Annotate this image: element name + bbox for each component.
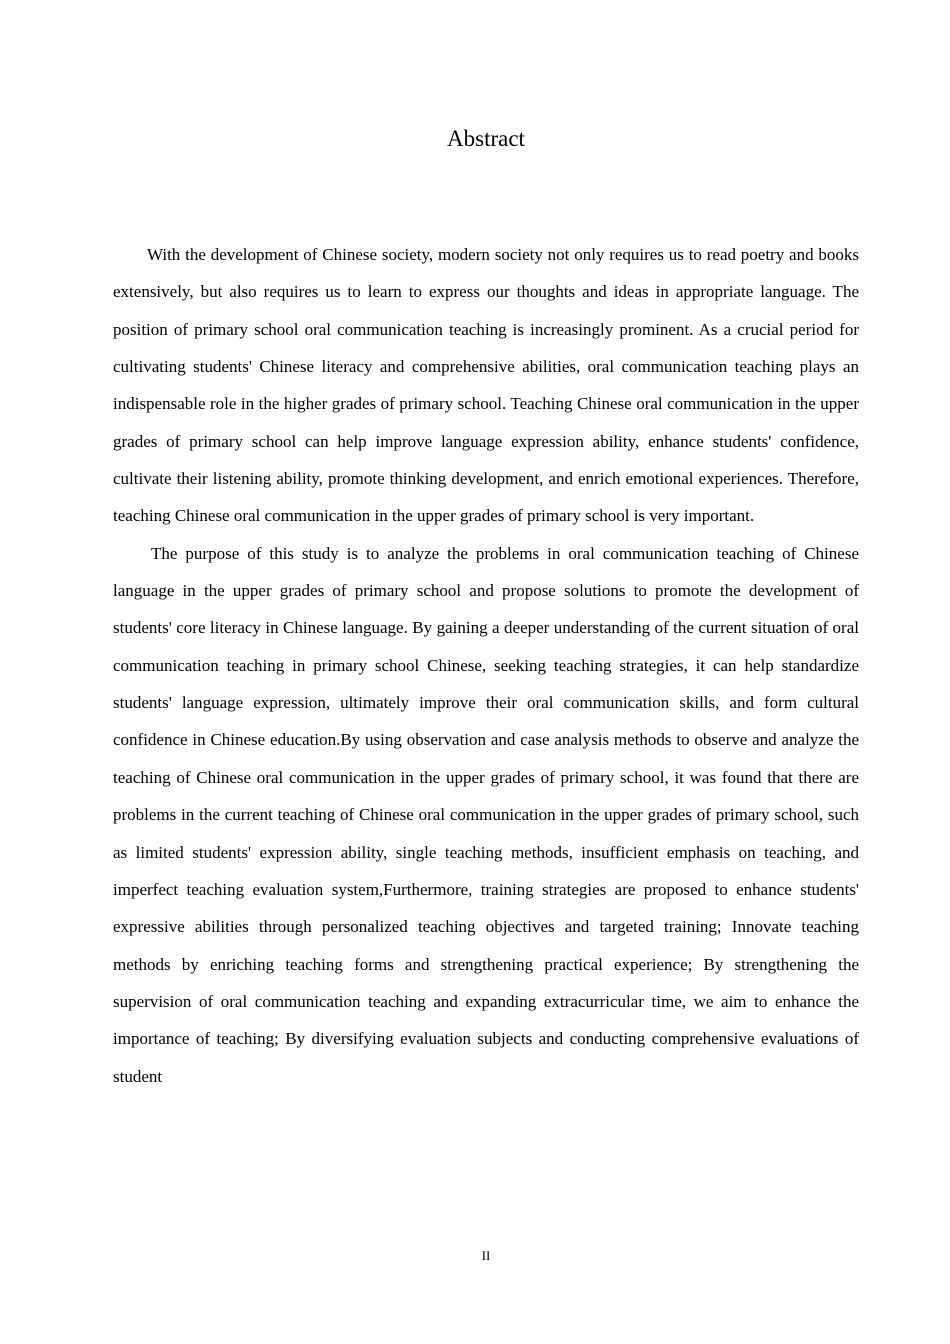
page-number: II <box>481 1248 491 1263</box>
abstract-paragraph-2: The purpose of this study is to analyze the problems in oral communication teaching of Chinese language in the upper grades of primary school and propose solutions to promote the development of students' core literacy in Chinese language. By gaining a deeper understanding of the current situation of oral communication teaching in primary school Chinese, seeking teaching strategies, it can help standardize students' language expression, ultimately improve their oral communication skills, and form cultural confidence in Chinese education.By using observation and case analysis methods to observe and analyze the teaching of Chinese oral communication in the upper grades of primary school, it was found that there are problems in the current teaching of Chinese oral communication in the upper grades of primary school, such as limited students' expression ability, single teaching methods, insufficient emphasis on teaching, and imperfect teaching evaluation system,Furthermore, training strategies are proposed to enhance students' expressive abilities through personalized teaching objectives and targeted training; Innovate teaching methods by enriching teaching forms and strengthening practical experience; By strengthening the supervision of oral communication teaching and expanding extracurricular time, we aim to enhance the importance of teaching; By diversifying evaluation subjects and conducting comprehensive evaluations of student <box>113 543 859 1086</box>
abstract-paragraph-1: With the development of Chinese society, modern society not only requires us to read poetry and books extensively, but also requires us to learn to express our thoughts and ideas in appropriate language. The position of primary school oral communication teaching is increasingly prominent. As a crucial period for cultivating students' Chinese literacy and comprehensive abilities, oral communication teaching plays an indispensable role in the higher grades of primary school. Teaching Chinese oral communication in the upper grades of primary school can help improve language expression ability, enhance students' confidence, cultivate their listening ability, promote thinking development, and enrich emotional experiences. Therefore, teaching Chinese oral communication in the upper grades of primary school is very important. <box>113 245 859 526</box>
page-title: Abstract <box>447 126 525 151</box>
abstract-body <box>113 236 859 1095</box>
